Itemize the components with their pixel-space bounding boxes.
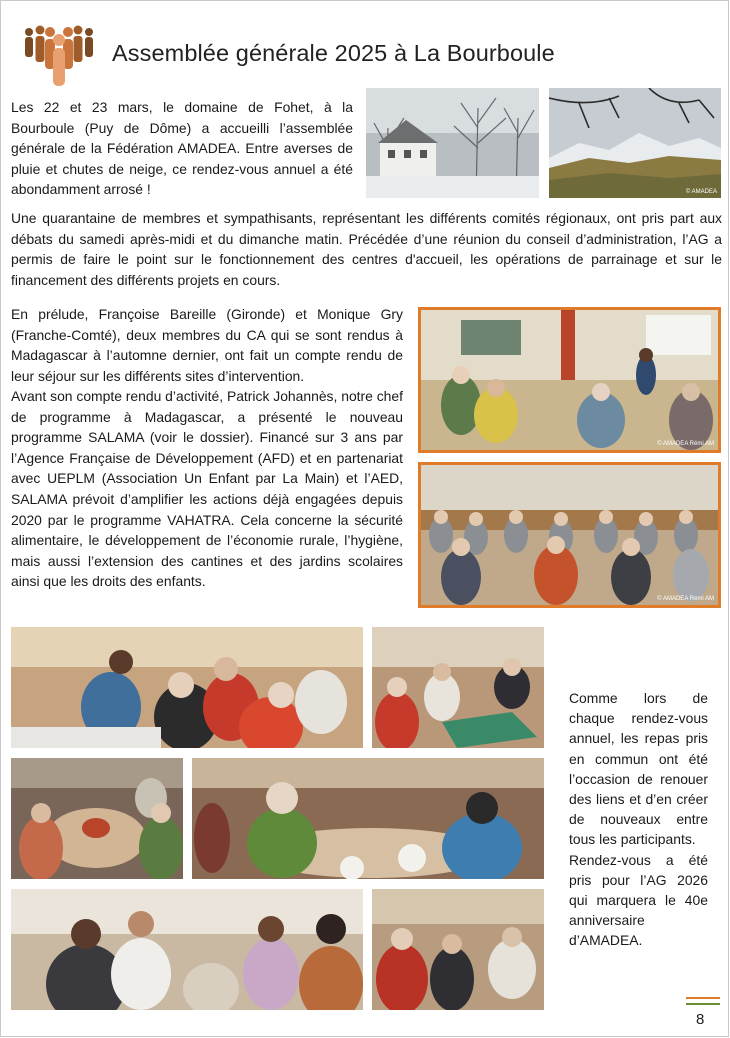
snow-chalet-photo <box>366 88 539 198</box>
meeting-photo-2 <box>418 462 721 608</box>
second-paragraph: Une quarantaine de membres et sympathisants, représentant les différents comités régionaux, ont pris part aux débats du samedi après-midi et du dimanche matin. Précédée d’une réunion du conseil d’administration, l’AG a permis de faire le point sur le fonctionnement des centres d'accueil, les opérations de parrainage et sur le financement des différents projets en cours. <box>11 210 722 288</box>
decorative-line-green <box>686 1003 720 1005</box>
decorative-line-orange <box>686 997 720 999</box>
side-text-block <box>569 688 708 951</box>
photo-credit: © AMADEA <box>685 189 717 195</box>
page-number: 8 <box>696 1011 705 1028</box>
fourth-paragraph: Avant son compte rendu d’activité, Patrick Johannès, notre chef de programme à Madagascar, a présenté le nouveau programme SALAMA (voir le dossier). Financé sur 3 ans par l’Agence Française de Développement (AFD) et en partenariat avec UEPLM (Association Un Enfant par La Main) et l’AED, SALAMA prévoit d’amplifier les actions déjà engagées depuis 2020 par le programme VAHATRA. Cela concerne la sécurité alimentaire, le développement de l’économie rurale, l’hygiène, mais aussi l’extension des cantines et des jardins scolaires ainsi que les droits des enfants. <box>11 388 403 590</box>
photo-credit: © AMADEA Rémi AM <box>657 596 714 602</box>
dining-photo-4 <box>192 758 544 879</box>
dining-photo-1 <box>11 627 363 748</box>
third-paragraph: En prélude, Françoise Bareille (Gironde) et Monique Gry (Franche-Comté), deux membres du CA qui se sont rendus à Madagascar à l’automne dernier, ont fait un compte rendu de leur séjour sur les différents sites d’intervention. <box>11 306 403 384</box>
snow-mountains-photo <box>549 88 721 198</box>
dining-photo-3 <box>11 758 183 879</box>
dining-photo-2 <box>372 627 544 748</box>
intro-paragraph: Les 22 et 23 mars, le domaine de Fohet, à la Bourboule (Puy de Dôme) a accueilli l’assemblée générale de la Fédération AMADEA. Entre averses de pluie et chutes de neige, ce rendez-vous annuel a été abondamment arrosé ! <box>11 99 353 198</box>
people-group-logo <box>20 22 98 90</box>
meeting-photo-1 <box>418 307 721 453</box>
side-paragraph-2: Rendez-vous a été pris pour l’AG 2026 qui marquera le 40e anniversaire d’AMADEA. <box>569 851 708 949</box>
page-title: Assemblée générale 2025 à La Bourboule <box>112 40 555 66</box>
dining-photo-5 <box>11 889 363 1010</box>
photo-credit: © AMADEA Rémi AM <box>657 441 714 447</box>
dining-photo-6 <box>372 889 544 1010</box>
side-paragraph-1: Comme lors de chaque rendez-vous annuel, les repas pris en commun ont été l’occasion de renouer des liens et d’en créer de nouveaux entre tous les participants. <box>569 690 708 848</box>
